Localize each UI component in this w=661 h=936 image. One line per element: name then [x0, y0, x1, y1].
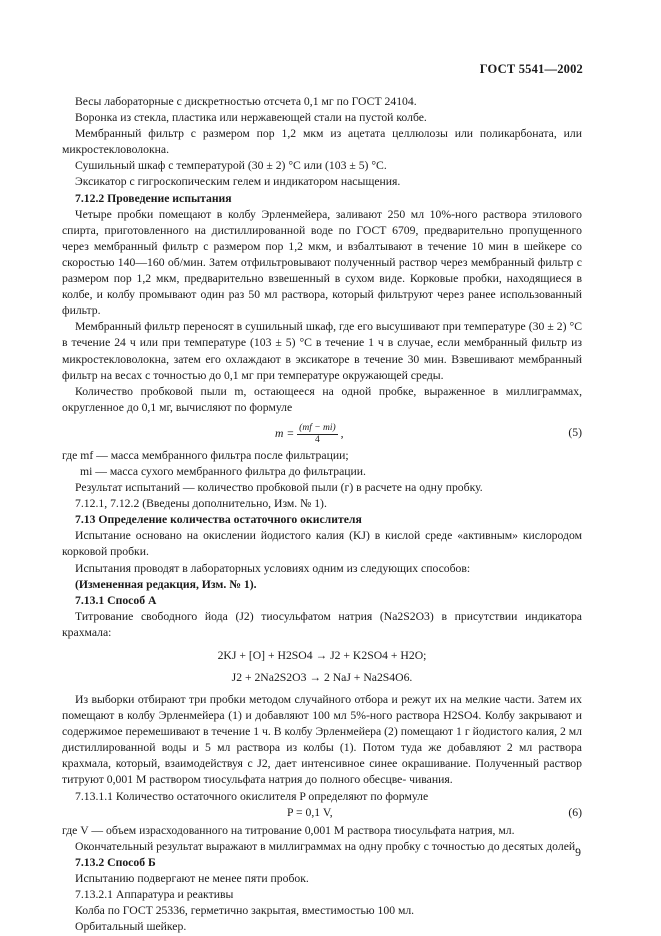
paragraph-titration: Титрование свободного йода (J2) тиосульфатом натрия (Na2S2O3) в присутствии индикатора крахмала: — [62, 609, 582, 639]
paragraph-scales: Весы лабораторные с дискретностью отсчета 0,1 мг по ГОСТ 24104. — [75, 95, 417, 108]
page-number: 9 — [575, 846, 581, 859]
paragraph-methods: Испытания проводят в лабораторных условиях одним из следующих способов: — [75, 561, 471, 575]
formula-5-denominator: 4 — [315, 434, 320, 445]
paragraph-dust-amount: Количество пробковой пыли m, остающееся на одной пробке, выраженное в миллиграммах, округленное до 0,1 мг, вычисляют по формуле — [62, 384, 582, 414]
paragraph-test-basis: Испытание основано на окислении йодистого калия (KJ) в кислой среде «активным» кислородом корковой пробки. — [62, 529, 582, 559]
paragraph-procedure: Четыре пробки помещают в колбу Эрленмейера, заливают 250 мл 10%-ного раствора этилового спирта, приготовленного на дистиллированной воде по ГОСТ 6709, предварительно пропущенного через мембранный фильтр с размером пор 1,2 мкм, и взбалтывают в течение 10 мин в шейкере со скоростью 140—160 об/мин. Затем отфильтровывают полученный раствор через мембранный фильтр с размером пор 1,2 мкм, предварительно взвешенный в сухом виде. Корковые пробки, находящиеся в колбе, и колбу промывают один раз 50 мл раствора, который фильтруют через ранее использованный фильтр. — [62, 207, 582, 318]
paragraph-membrane-filter: Мембранный фильтр с размером пор 1,2 мкм из ацетата целлюлозы или поликарбоната, или микростекловолокна. — [62, 127, 582, 157]
paragraph-amendment-2: (Измененная редакция, Изм. № 1). — [75, 577, 257, 591]
formula-5-lhs: m = — [275, 427, 295, 441]
paragraph-result: Результат испытаний — количество пробковой пыли (г) в расчете на одну пробку. — [75, 481, 483, 495]
section-heading-7-13-1: 7.13.1 Способ А — [75, 593, 157, 607]
paragraph-final-result: Окончательный результат выражают в миллиграммах на одну пробку с точностью до десятых долей. — [75, 839, 579, 853]
formula-5 — [62, 418, 582, 448]
paragraph-sample-count: Испытанию подвергают не менее пяти пробок. — [75, 871, 309, 885]
paragraph-7-13-1-1: 7.13.1.1 Количество остаточного окислителя P определяют по формуле — [75, 789, 429, 803]
formula-6-expression: P = 0,1 V, — [287, 805, 333, 819]
standard-header: ГОСТ 5541—2002 — [479, 62, 583, 76]
paragraph-7-13-2-1: 7.13.2.1 Аппаратура и реактивы — [75, 888, 234, 902]
paragraph-funnel: Воронка из стекла, пластика или нержавеющей стали на пустой колбе. — [75, 111, 427, 125]
formula-5-numerator: (mf − mi) — [299, 422, 336, 433]
where-v: где V — объем израсходованного на титрование 0,001 М раствора тиосульфата натрия, мл. — [62, 823, 515, 837]
formula-5-comma: , — [340, 427, 344, 441]
formula-5-expression — [275, 423, 344, 446]
page-body — [62, 94, 582, 935]
paragraph-amendment-1: 7.12.1, 7.12.2 (Введены дополнительно, Изм. № 1). — [75, 497, 327, 511]
reaction-equation-2: J2 + 2Na2S2O3 → 2 NaJ + Na2S4O6. — [231, 671, 413, 684]
formula-5-number: (5) — [568, 425, 582, 439]
paragraph-shaker: Орбитальный шейкер. — [75, 920, 187, 934]
where-mf: где mf — масса мембранного фильтра после фильтрации; — [62, 448, 349, 462]
formula-6-number: (6) — [568, 805, 582, 819]
where-mi: mi — масса сухого мембранного фильтра до фильтрации. — [80, 464, 366, 478]
paragraph-flask: Колба по ГОСТ 25336, герметично закрытая, вместимостью 100 мл. — [75, 904, 415, 918]
paragraph-drying-oven: Сушильный шкаф с температурой (30 ± 2) °С или (103 ± 5) °С. — [75, 159, 387, 173]
section-heading-7-12-2: 7.12.2 Проведение испытания — [75, 191, 232, 205]
section-heading-7-13: 7.13 Определение количества остаточного окислителя — [75, 513, 362, 527]
section-heading-7-13-2: 7.13.2 Способ Б — [75, 855, 156, 869]
paragraph-sample-prep: Из выборки отбирают три пробки методом случайного отбора и режут их на мелкие части. Затем их помещают в колбу Эрленмейера (1) и добавляют 100 мл 5%-ного раствора H2SO4. Колбу закрывают и содержимое перемешивают в течение 1 ч. В колбу Эрленмейера (2) помещают 1 г йодистого калия, 2 мл дистиллированной воды и 5 мл раствора из колбы (1). Потом туда же добавляют 2 мл раствора крахмала, который, взаимодействуя с J2, дает интенсивное синее окрашивание. Полученный раствор титруют 0,001 М раствором тиосульфата натрия до полного обесцве- чивания. — [62, 693, 582, 787]
paragraph-desiccator: Эксикатор с гигроскопическим гелем и индикатором насыщения. — [75, 175, 401, 189]
formula-5-fraction — [297, 423, 338, 446]
paragraph-drying: Мембранный фильтр переносят в сушильный шкаф, где его высушивают при температуре (30 ± 2) °С в течение 24 ч или при температуре (103 ± 5) °С в течение 1 ч в случае, если мембранный фильтр из микростекловолокна, затем его охлаждают в эксикаторе в течение 30 мин. Взвешивают мембранный фильтр на весах с точностью до 0,1 мг при температуре окружающей среды. — [62, 320, 582, 382]
formula-6 — [62, 805, 582, 823]
reaction-equation-1: 2KJ + [O] + H2SO4 → J2 + K2SO4 + H2O; — [217, 649, 427, 662]
